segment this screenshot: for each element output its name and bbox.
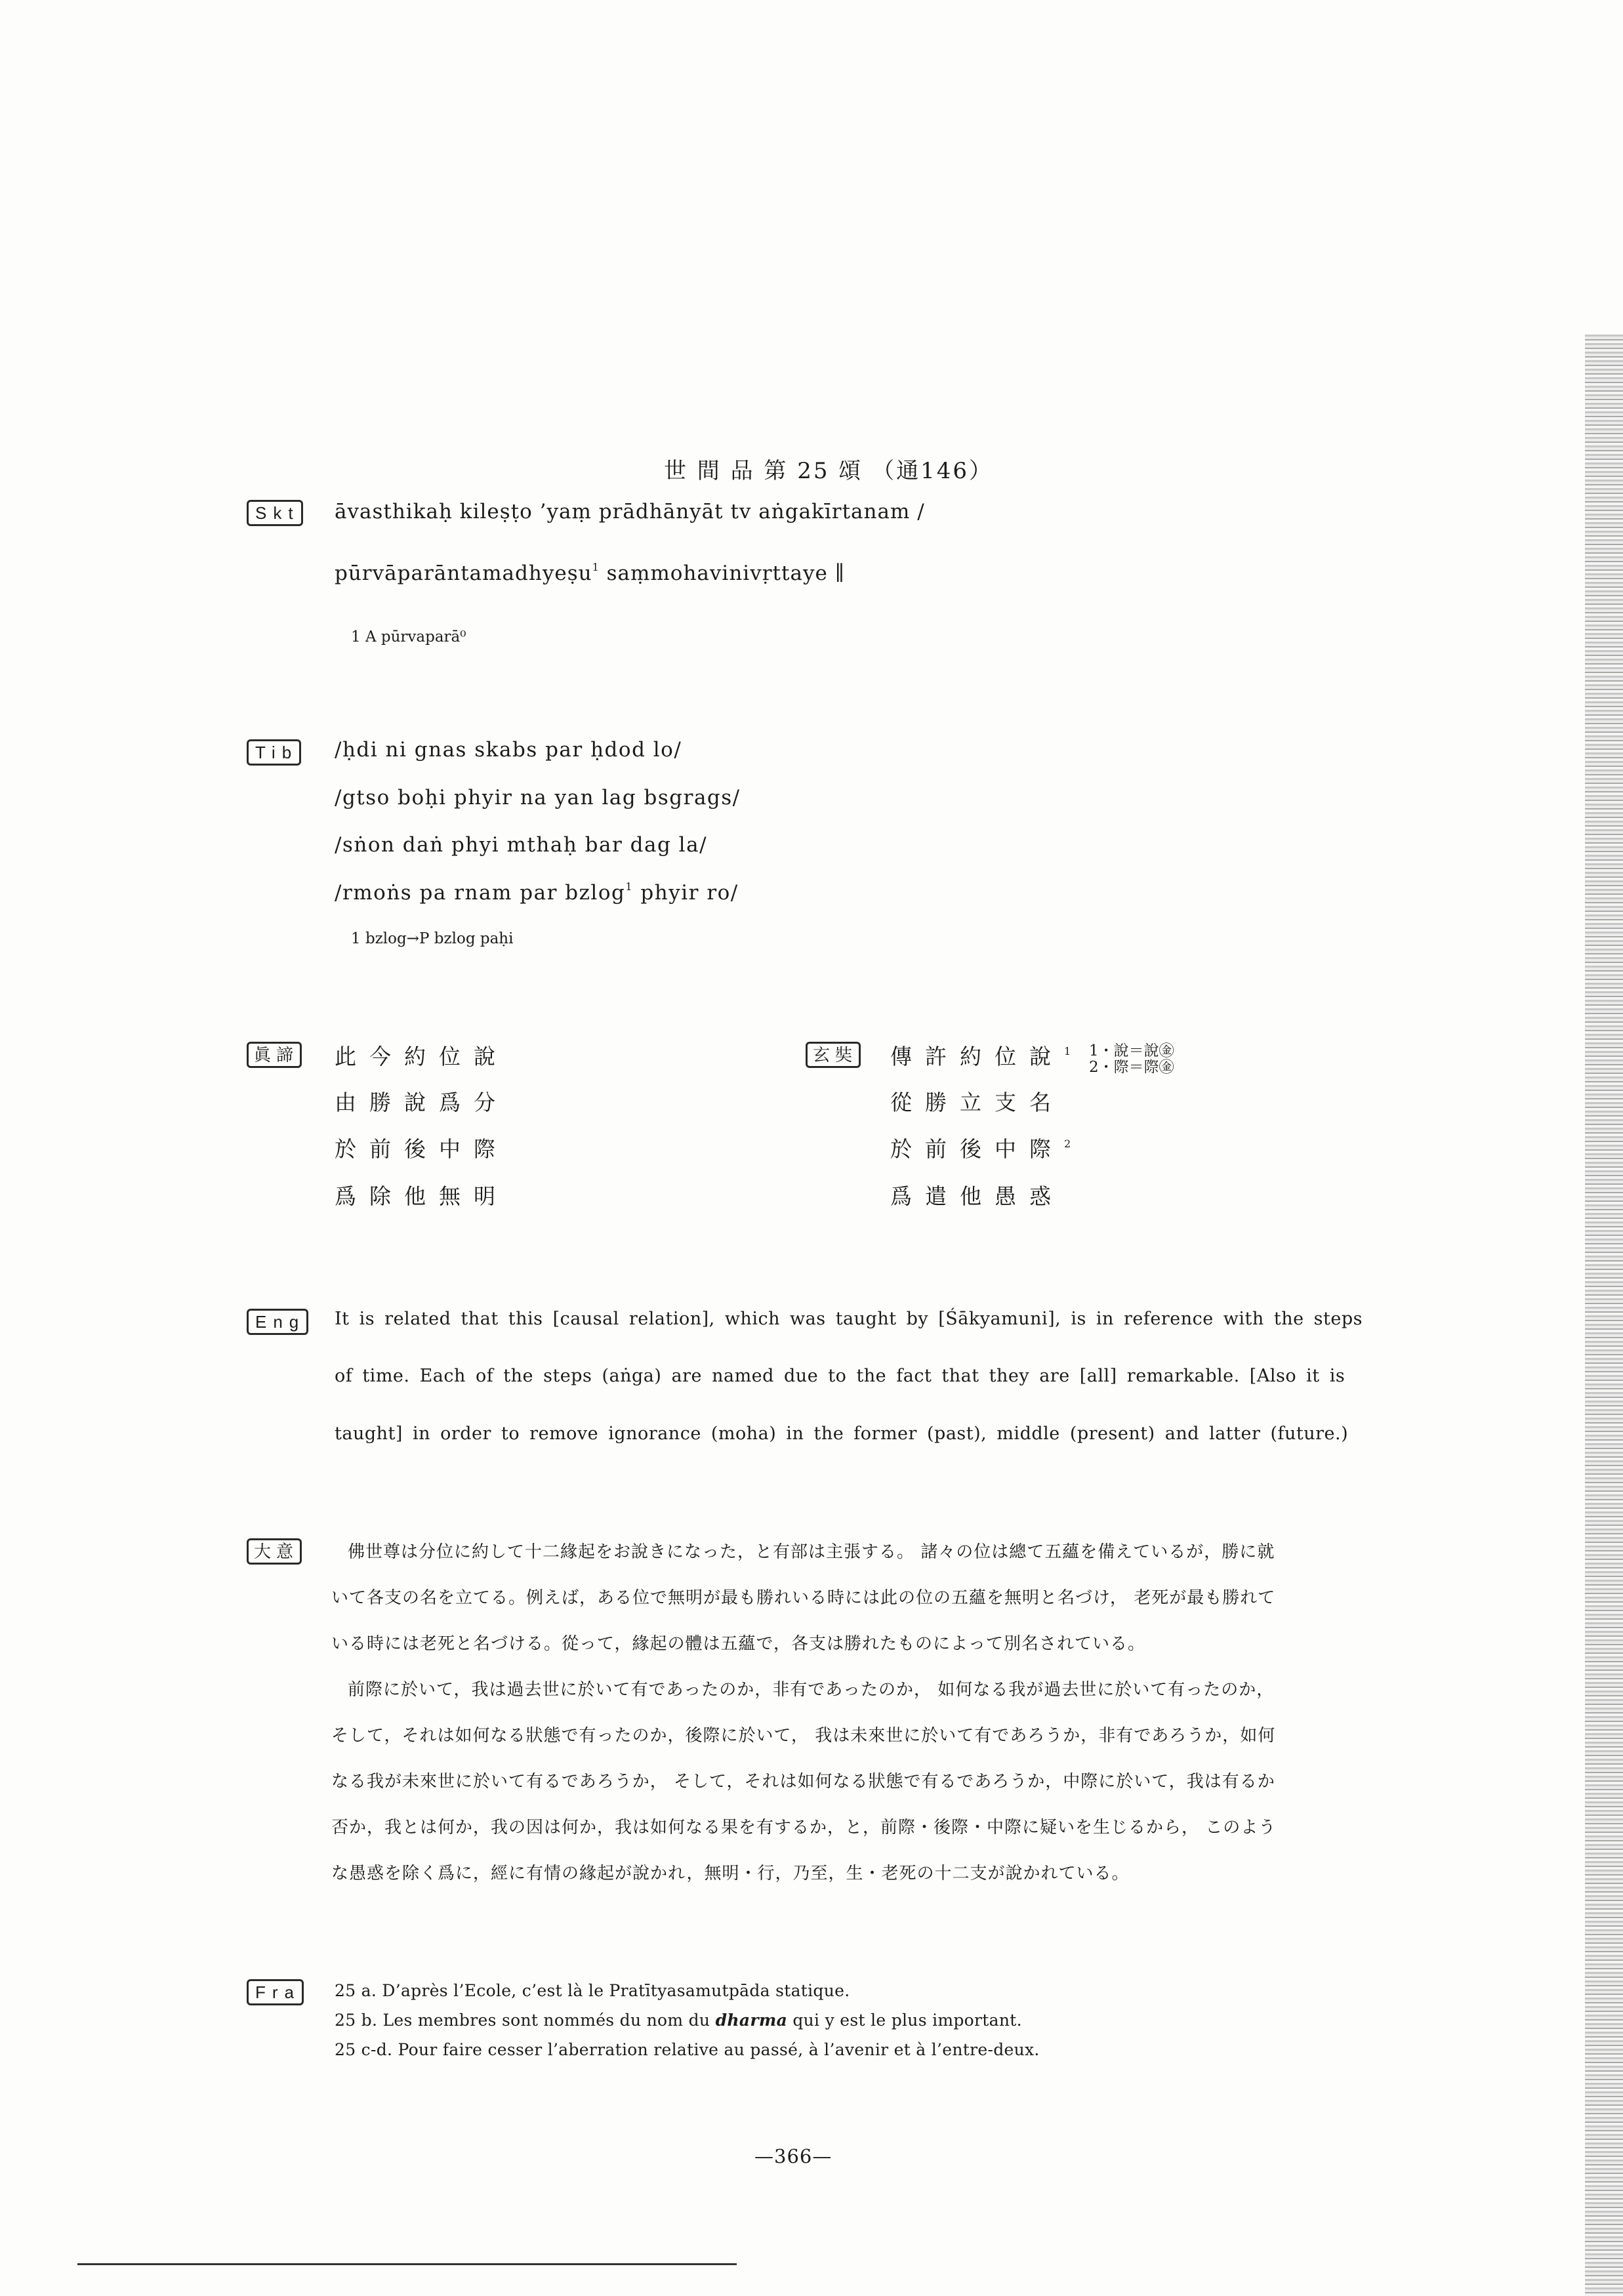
zhendi-line-4: 爲除他無明	[335, 1183, 508, 1209]
label-fra: Fra	[247, 1979, 304, 2005]
jpn-line-7: 否か，我とは何か，我の因は何か，我は如何なる果を有するか，と，前際・後際・中際に疑いを生じるから， このよう	[331, 1818, 1277, 1837]
xuanzang-note-2: 2・際＝際㊎	[1089, 1059, 1174, 1076]
label-skt: Skt	[247, 500, 303, 526]
label-taii: 大意	[247, 1538, 302, 1565]
fra-dharma: dharma	[715, 2011, 788, 2030]
page-title: 世 間 品 第 25 頌 （通146）	[664, 458, 994, 484]
fra-line-1: 25 a. D’après l’Ecole, c’est là le Pratītyasamutpāda statique.	[335, 1981, 850, 2000]
eng-line-3: taught] in order to remove ignorance (moha) in the former (past), middle (present) and latter (future.)	[335, 1424, 1349, 1444]
xuanzang-sup-1: 1	[1064, 1045, 1071, 1057]
skt-line-2	[335, 561, 845, 585]
zhendi-line-1: 此今約位說	[335, 1044, 508, 1069]
page-number: —366—	[754, 2145, 832, 2167]
xuanzang-notes	[1089, 1043, 1174, 1076]
skt-sup: 1	[592, 561, 600, 573]
skt-note: 1 A pūrvaparā⁰	[351, 628, 466, 646]
footer-rule	[77, 2263, 737, 2265]
scan-edge-shadow	[1585, 335, 1623, 2296]
skt-line-2b: saṃmohavinivṛttaye ∥	[606, 562, 845, 585]
zhendi-line-3: 於前後中際	[335, 1136, 508, 1162]
tib-line-4a: /rmoṅs pa rnam par bzlog	[335, 881, 626, 905]
tib-sup: 1	[625, 880, 634, 893]
label-xuanzang: 玄奘	[806, 1042, 861, 1068]
jpn-line-3: いる時には老死と名づける。從って，緣起の體は五蘊で，各支は勝れたものによって別名されている。	[331, 1634, 1145, 1654]
tib-line-3: /sṅon daṅ phyi mthaḥ bar dag la/	[335, 833, 708, 857]
label-tib: Tib	[247, 739, 301, 766]
xuanzang-line-1	[890, 1040, 1071, 1071]
xuanzang-sup-2: 2	[1064, 1138, 1071, 1150]
label-zhendi: 眞諦	[247, 1042, 302, 1068]
jpn-line-1: 佛世尊は分位に約して十二緣起をお說きになった，と有部は主張する。 諸々の位は總て五蘊を備えているが，勝に就	[348, 1542, 1275, 1562]
tib-line-2: /gtso boḥi phyir na yan lag bsgrags/	[335, 786, 741, 810]
tib-line-1: /ḥdi ni gnas skabs par ḥdod lo/	[335, 738, 682, 762]
eng-line-2: of time. Each of the steps (aṅga) are named due to the fact that they are [all] remarkable. [Also it is	[335, 1366, 1346, 1386]
xuanzang-line-2: 從勝立支名	[890, 1090, 1064, 1115]
jpn-line-2: いて各支の名を立てる。例えば，ある位で無明が最も勝れいる時には此の位の五蘊を無明と名づけ， 老死が最も勝れて	[331, 1588, 1276, 1608]
jpn-line-4: 前際に於いて，我は過去世に於いて有であったのか，非有であったのか， 如何なる我が過去世に於いて有ったのか，	[348, 1680, 1275, 1700]
jpn-line-5: そして，それは如何なる狀態で有ったのか，後際に於いて， 我は未來世に於いて有であろうか，非有であろうか，如何	[331, 1726, 1276, 1746]
xuanzang-note-1: 1・說＝說㊎	[1089, 1042, 1174, 1059]
tib-note: 1 bzlog→P bzlog paḥi	[351, 930, 514, 947]
jpn-line-6: なる我が未來世に於いて有るであろうか， そして，それは如何なる狀態で有るであろうか，中際に於いて，我は有るか	[331, 1772, 1275, 1792]
eng-line-1: It is related that this [causal relation], which was taught by [Śākyamuni], is in reference with the steps	[335, 1309, 1363, 1329]
xuanzang-line-4: 爲遣他愚惑	[890, 1183, 1064, 1209]
skt-line-1: āvasthikaḥ kileṣṭo ’yaṃ prādhānyāt tv aṅgakīrtanam /	[335, 500, 925, 523]
xuanzang-line-3-text: 於前後中際	[890, 1136, 1064, 1162]
fra-line-2a: 25 b. Les membres sont nommés du nom du	[335, 2011, 710, 2030]
zhendi-line-2: 由勝說爲分	[335, 1090, 508, 1115]
skt-line-2a: pūrvāparāntamadhyeṣu	[335, 562, 592, 585]
fra-line-2b: qui y est le plus important.	[792, 2011, 1022, 2030]
label-eng: Eng	[247, 1309, 308, 1335]
xuanzang-line-3	[890, 1132, 1071, 1163]
tib-line-4	[335, 880, 739, 905]
tib-line-4b: phyir ro/	[640, 881, 739, 905]
fra-line-3: 25 c-d. Pour faire cesser l’aberration relative au passé, à l’avenir et à l’entre-deux.	[335, 2040, 1040, 2059]
fra-line-2	[335, 2011, 1022, 2030]
jpn-line-8: な愚惑を除く爲に，經に有情の緣起が說かれ，無明・行，乃至，生・老死の十二支が說かれている。	[331, 1864, 1130, 1883]
xuanzang-line-1-text: 傳許約位說	[890, 1044, 1064, 1069]
